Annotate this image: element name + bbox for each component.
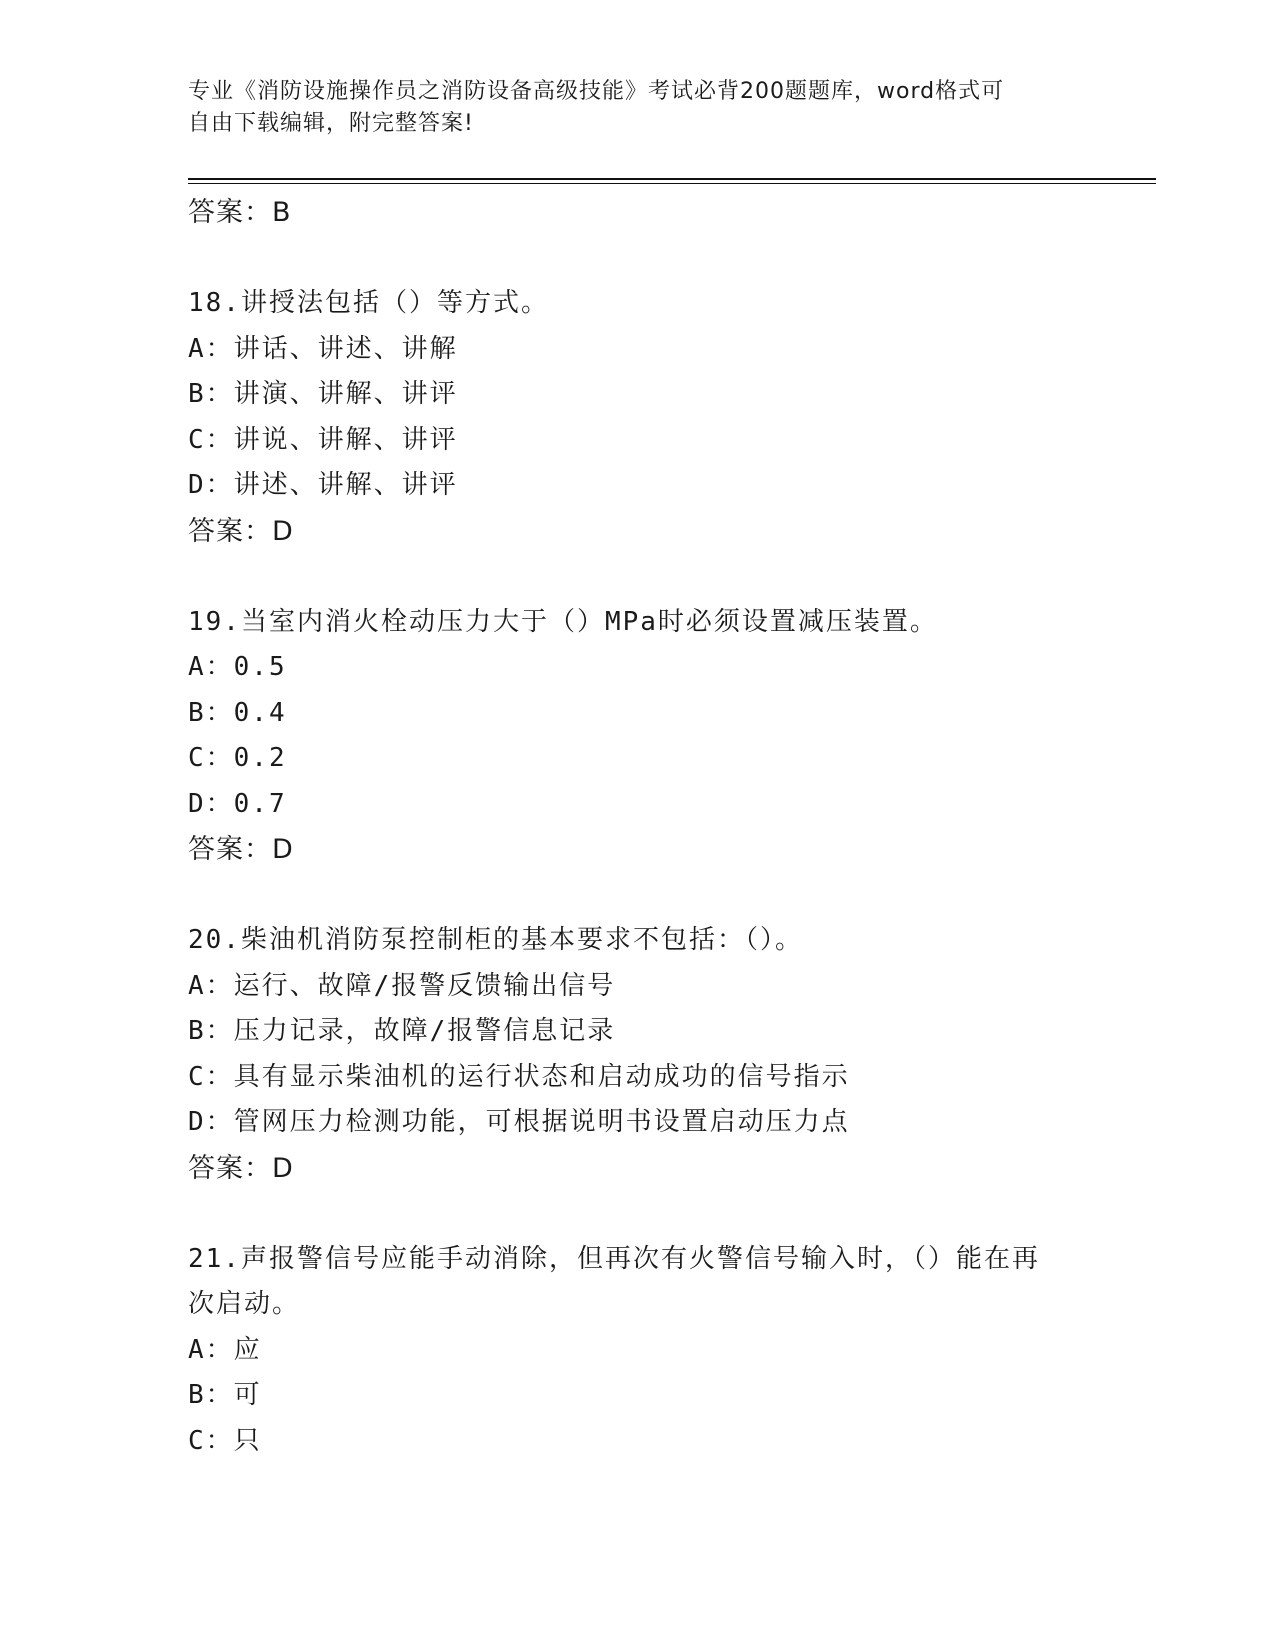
question-stem: 18.讲授法包括（）等方式。 (188, 288, 549, 318)
question-block (188, 1237, 1088, 1465)
option-b: B：0.4 (188, 697, 287, 728)
header-divider-thin (188, 183, 1156, 184)
question-block (188, 918, 1088, 1191)
question-stem-line-1: 21.声报警信号应能手动消除，但再次有火警信号输入时，（）能在再 (188, 1243, 1040, 1274)
header-title-line-2: 自由下载编辑，附完整答案! (188, 111, 474, 136)
header-divider (188, 178, 1156, 180)
option-b: B：讲演、讲解、讲评 (188, 379, 458, 409)
spacer (188, 554, 1088, 600)
spacer (188, 873, 1088, 919)
question-list (188, 190, 1088, 1464)
option-a: A：讲话、讲述、讲解 (188, 333, 458, 364)
option-c: C：只 (188, 1425, 262, 1456)
option-d: D：讲述、讲解、讲评 (188, 470, 458, 500)
question-stem-line-2: 次启动。 (188, 1289, 301, 1319)
question-block (188, 600, 1088, 873)
answer-line: 答案：B (188, 197, 292, 228)
option-b: B：压力记录，故障/报警信息记录 (188, 1016, 616, 1046)
header-title-line-1: 专业《消防设施操作员之消防设备高级技能》考试必背200题题库，word格式可 (188, 79, 1005, 104)
option-d: D：管网压力检测功能，可根据说明书设置启动压力点 (188, 1107, 850, 1137)
option-c: C：具有显示柴油机的运行状态和启动成功的信号指示 (188, 1061, 850, 1092)
option-c: C：讲说、讲解、讲评 (188, 424, 458, 455)
question-block (188, 281, 1088, 554)
spacer (188, 236, 1088, 282)
question-stem: 19.当室内消火栓动压力大于（）MPa时必须设置减压装置。 (188, 606, 938, 637)
answer-line: 答案：D (188, 834, 294, 865)
document-header (188, 76, 1068, 140)
option-d: D：0.7 (188, 788, 287, 819)
option-b: B：可 (188, 1380, 262, 1410)
option-a: A：应 (188, 1334, 262, 1365)
option-a: A：运行、故障/报警反馈输出信号 (188, 970, 616, 1001)
question-stem: 20.柴油机消防泵控制柜的基本要求不包括：（）。 (188, 925, 803, 955)
option-c: C：0.2 (188, 743, 287, 773)
answer-line: 答案：D (188, 515, 294, 547)
answer-line: 答案：D (188, 1152, 294, 1184)
option-a: A：0.5 (188, 652, 287, 682)
spacer (188, 1191, 1088, 1237)
